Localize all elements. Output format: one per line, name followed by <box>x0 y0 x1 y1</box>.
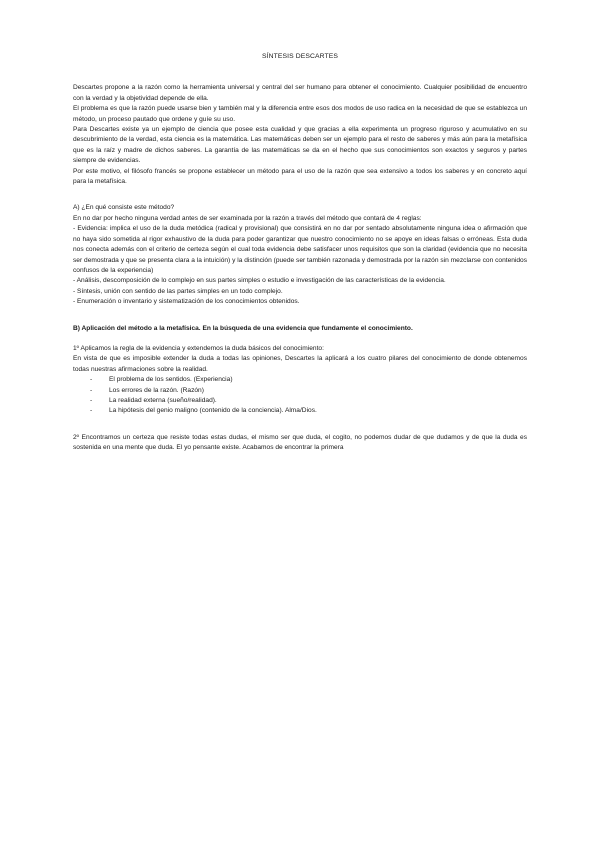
spacer <box>73 334 527 344</box>
section-b-heading: B) Aplicación del método a la metafísica. En la búsqueda de una evidencia que fundamente el conocimiento. <box>73 324 413 332</box>
intro-paragraph-4: Por este motivo, el filósofo francés se propone establecer un método para el uso de la razón que sea extensivo a todos los saberes y en concreto aquí para la metafísica. <box>73 167 527 186</box>
rule-enumeracion: - Enumeración o inventario y sistematización de los conocimientos obtenidos. <box>73 298 300 306</box>
section-a-heading: A) ¿En qué consiste este método? <box>73 204 175 212</box>
list-marker: - <box>90 376 93 384</box>
step1-text: En vista de que es imposible extender la duda a todas las opiniones, Descartes la aplicará a los cuatro pilares del conocimiento de donde obtenemos todas nuestras afirmaciones sobre la realidad. <box>73 355 527 373</box>
intro-paragraph-1: Descartes propone a la razón como la herramienta universal y central del ser humano para obtener el conocimiento. Cualquier posibilidad de encuentro con la verdad y la objetividad depende de ella. <box>73 84 527 102</box>
list-marker: - <box>90 396 93 404</box>
pillar-senses: El problema de los sentidos. (Experiencia) <box>109 376 233 384</box>
list-item <box>73 406 527 416</box>
spacer <box>73 187 527 203</box>
rule-analisis: - Análisis, descomposición de lo complejo en sus partes simples o estudio e investigación de las características de la evidencia. <box>73 277 446 285</box>
spacer <box>73 308 527 324</box>
intro-paragraph-2: El problema es que la razón puede usarse bien y también mal y la diferencia entre esos dos modos de uso radica en la necesidad de que se establezca un método, un proceso pautado que ordene y guíe su uso. <box>73 105 527 123</box>
spacer <box>73 417 527 433</box>
list-item <box>73 375 527 385</box>
pillar-evil-genius: La hipótesis del genio maligno (contenido de la conciencia). Alma/Dios. <box>109 407 317 415</box>
list-item <box>73 396 527 406</box>
intro-paragraph-3: Para Descartes existe ya un ejemplo de ciencia que posee esta cualidad y que gracias a ella experimenta un progreso riguroso y acumulativo en su descubrimiento de la verdad, esta ciencia es la matemática. Las matemáticas deben ser un ejemplo para el resto de saberes y más aún para la metafísica que es la raíz y madre de dichos saberes. La garantía de las matemáticas se da en el hecho que sus conocimientos son exactos y seguros y partes siempre de evidencias. <box>73 126 527 165</box>
list-marker: - <box>90 386 93 394</box>
document-page <box>73 52 527 454</box>
pillars-list <box>73 375 527 417</box>
step2-text: 2º Encontramos un certeza que resiste todas estas dudas, el mismo ser que duda, el cogito, no podemos dudar de que dudamos y de que la duda es sostenida en una mente que duda. El yo pensante existe. Acabamos de encontrar la primera <box>73 433 527 452</box>
section-a-lead: En no dar por hecho ninguna verdad antes de ser examinada por la razón a través del método que contará de 4 reglas: <box>73 214 422 222</box>
step1-heading: 1º Aplicamos la regla de la evidencia y extendemos la duda básicos del conocimiento: <box>73 344 324 352</box>
rule-evidencia: - Evidencia: implica el uso de la duda metódica (radical y provisional) que consistirá en no dar por sentado absolutamente ninguna idea o afirmación que no haya sido sometida al rigor exhaustivo de la duda para poder garantizar que nuestro conocimiento no se apoye en ideas falsas o erróneas. Esta duda nos conecta además con el criterio de certeza según el cual toda evidencia debe satisfacer unos requisitos que son la claridad (evidencia que no necesita ser demostrada y que se presenta clara a la intuición) y la distinción (puede ser también razonada y demostrada por la razón sin mezclarse con contenidos confusos de la experiencia) <box>73 225 527 274</box>
pillar-reason: Los errores de la razón. (Razón) <box>109 386 204 394</box>
rule-sintesis: - Síntesis, unión con sentido de las partes simples en un todo complejo. <box>73 287 283 295</box>
list-marker: - <box>90 407 93 415</box>
page-title: SÍNTESIS DESCARTES <box>261 53 339 60</box>
pillar-external-reality: La realidad externa (sueño/realidad). <box>109 396 217 404</box>
list-item <box>73 386 527 396</box>
